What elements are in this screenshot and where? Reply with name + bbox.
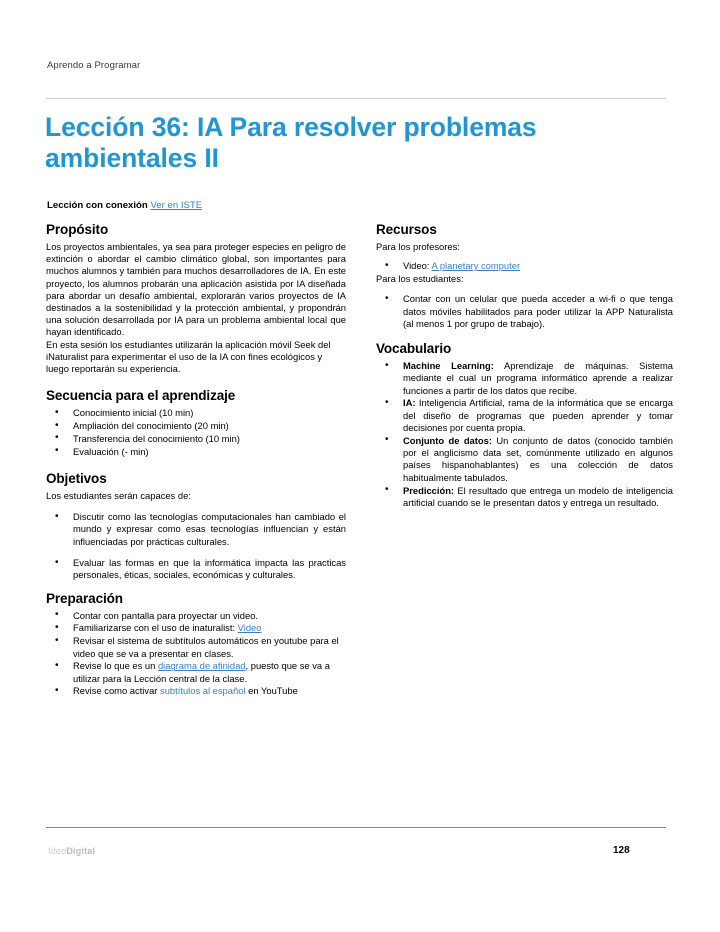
prep-item2-text: Familiarizarse con el uso de inaturalist: bbox=[73, 622, 238, 634]
prep-item5-post: en YouTube bbox=[245, 685, 298, 697]
header-divider bbox=[46, 98, 666, 99]
vocab-definition: Un conjunto de datos (conocido también por el anglicismo data set, comúnmente utilizado en algunos países hispanohablantes) es una colección de datos habitualmente tabulados. bbox=[403, 434, 674, 483]
objetivos-list bbox=[46, 511, 346, 581]
secuencia-list bbox=[46, 407, 346, 458]
vocab-term: IA: bbox=[403, 397, 416, 409]
heading-vocabulario: Vocabulario bbox=[376, 341, 452, 357]
preparacion-list bbox=[46, 610, 346, 698]
recursos-teachers-list bbox=[376, 260, 673, 272]
prep-item5-pre: Revise como activar bbox=[73, 685, 161, 697]
list-item: • Transferencia del conocimiento (10 min) bbox=[46, 433, 346, 445]
list-item: • Revisar el sistema de subtítulos automáticos en youtube para el video que se va a presentar en clases. bbox=[46, 635, 346, 660]
list-item bbox=[46, 622, 346, 634]
footer-divider bbox=[46, 827, 666, 828]
page-number: 128 bbox=[613, 845, 630, 856]
list-item: • Discutir como las tecnologías computacionales han cambiado el mundo y expresar como esas tecnologías influencian y están influenciadas por prácticas culturales. bbox=[46, 511, 346, 548]
lesson-connection bbox=[47, 200, 202, 211]
list-item: • Contar con pantalla para proyectar un video. bbox=[46, 610, 346, 622]
proposito-paragraph-1: Los proyectos ambientales, ya sea para proteger especies en peligro de extinción o abordar el cambio climático global, son importantes para muchos alumnos y también para muchos desarrolladores de IA. En este proyecto, los alumnos probarán una aplicación asistida por IA diseñada para abordar un desafío ambiental, explorarán varios proyectos de IA destinados a la sostenibilidad y la protección ambiental, y propondrán una solución desarrollada por IA para un problema ambiental local que hayan identificado. bbox=[46, 241, 346, 338]
vocab-definition: El resultado que entrega un modelo de inteligencia artificial cuando se le presentan datos y entrega un resultado. bbox=[403, 484, 673, 508]
list-item: • Conocimiento inicial (10 min) bbox=[46, 407, 346, 419]
page-title: Lección 36: IA Para resolver problemas ambientales II bbox=[45, 112, 537, 173]
list-item bbox=[46, 660, 346, 685]
left-column bbox=[46, 222, 346, 698]
vocab-definition: Inteligencia Artificial, rama de la informática que se encarga del diseño de programas que pueden aprender y tomar decisiones por cuenta propia. bbox=[403, 397, 673, 434]
header-label: Aprendo a Programar bbox=[47, 60, 141, 71]
list-item: • Contar con un celular que pueda acceder a wi-fi o que tenga datos móviles habilitados para poder utilizar la APP Naturalista (al menos 1 por grupo de trabajo). bbox=[376, 293, 673, 330]
subtitulos-espanol-link[interactable]: subtítulos al español bbox=[160, 685, 246, 697]
footer-logo-bold: Digital bbox=[66, 846, 96, 856]
prep-item4-pre: Revise lo que es un bbox=[73, 660, 158, 672]
diagrama-afinidad-link[interactable]: diagrama de afinidad bbox=[157, 660, 246, 672]
prep-item4-post: , puesto que se va a utilizar para la Lección central de la clase. bbox=[73, 660, 330, 684]
vocab-term: Machine Learning: bbox=[403, 360, 494, 372]
recurso-video-label: Video: bbox=[403, 260, 432, 272]
list-item bbox=[376, 485, 673, 510]
page-header bbox=[47, 60, 667, 71]
vocab-term: Conjunto de datos: bbox=[403, 434, 492, 446]
heading-proposito: Propósito bbox=[46, 222, 109, 237]
list-item bbox=[376, 260, 673, 272]
lesson-connection-label: Lección con conexión bbox=[47, 200, 148, 211]
inaturalist-video-link[interactable]: Video bbox=[237, 622, 262, 634]
list-item bbox=[376, 397, 673, 434]
recursos-students-list bbox=[376, 293, 673, 330]
list-item bbox=[46, 685, 346, 697]
list-item: • Evaluación (- min) bbox=[46, 446, 346, 458]
right-column bbox=[376, 222, 673, 510]
list-item bbox=[376, 360, 673, 397]
iste-link[interactable]: Ver en ISTE bbox=[150, 200, 203, 211]
list-item: • Evaluar las formas en que la informática impacta las practicas personales, éticas, sociales, económicas y culturales. bbox=[46, 557, 346, 582]
heading-recursos: Recursos bbox=[376, 222, 437, 237]
vocab-definition: Aprendizaje de máquinas. Sistema mediante el cual un programa informático aprende a realizar funciones a partir de los datos que recibe. bbox=[403, 360, 673, 396]
planetary-computer-link[interactable]: A planetary computer bbox=[431, 260, 521, 272]
objetivos-lead: Los estudiantes serán capaces de: bbox=[46, 489, 191, 501]
vocabulario-list bbox=[376, 360, 673, 509]
footer-logo bbox=[48, 846, 95, 856]
recursos-students-lead: Para los estudiantes: bbox=[376, 273, 464, 284]
recursos-teachers-lead: Para los profesores: bbox=[376, 241, 460, 252]
heading-objetivos: Objetivos bbox=[46, 470, 107, 486]
list-item: • Ampliación del conocimiento (20 min) bbox=[46, 420, 346, 432]
vocab-term: Predicción: bbox=[403, 484, 455, 496]
heading-secuencia: Secuencia para el aprendizaje bbox=[46, 388, 236, 404]
footer-logo-light: Ideo bbox=[48, 846, 67, 856]
list-item bbox=[376, 435, 673, 484]
heading-preparacion: Preparación bbox=[46, 590, 123, 606]
proposito-paragraph-2: En esta sesión los estudiantes utilizarán la aplicación móvil Seek del iNaturalist para experimentar el uso de la IA con fines ecológicos y luego reportarán su experiencia. bbox=[46, 338, 331, 375]
